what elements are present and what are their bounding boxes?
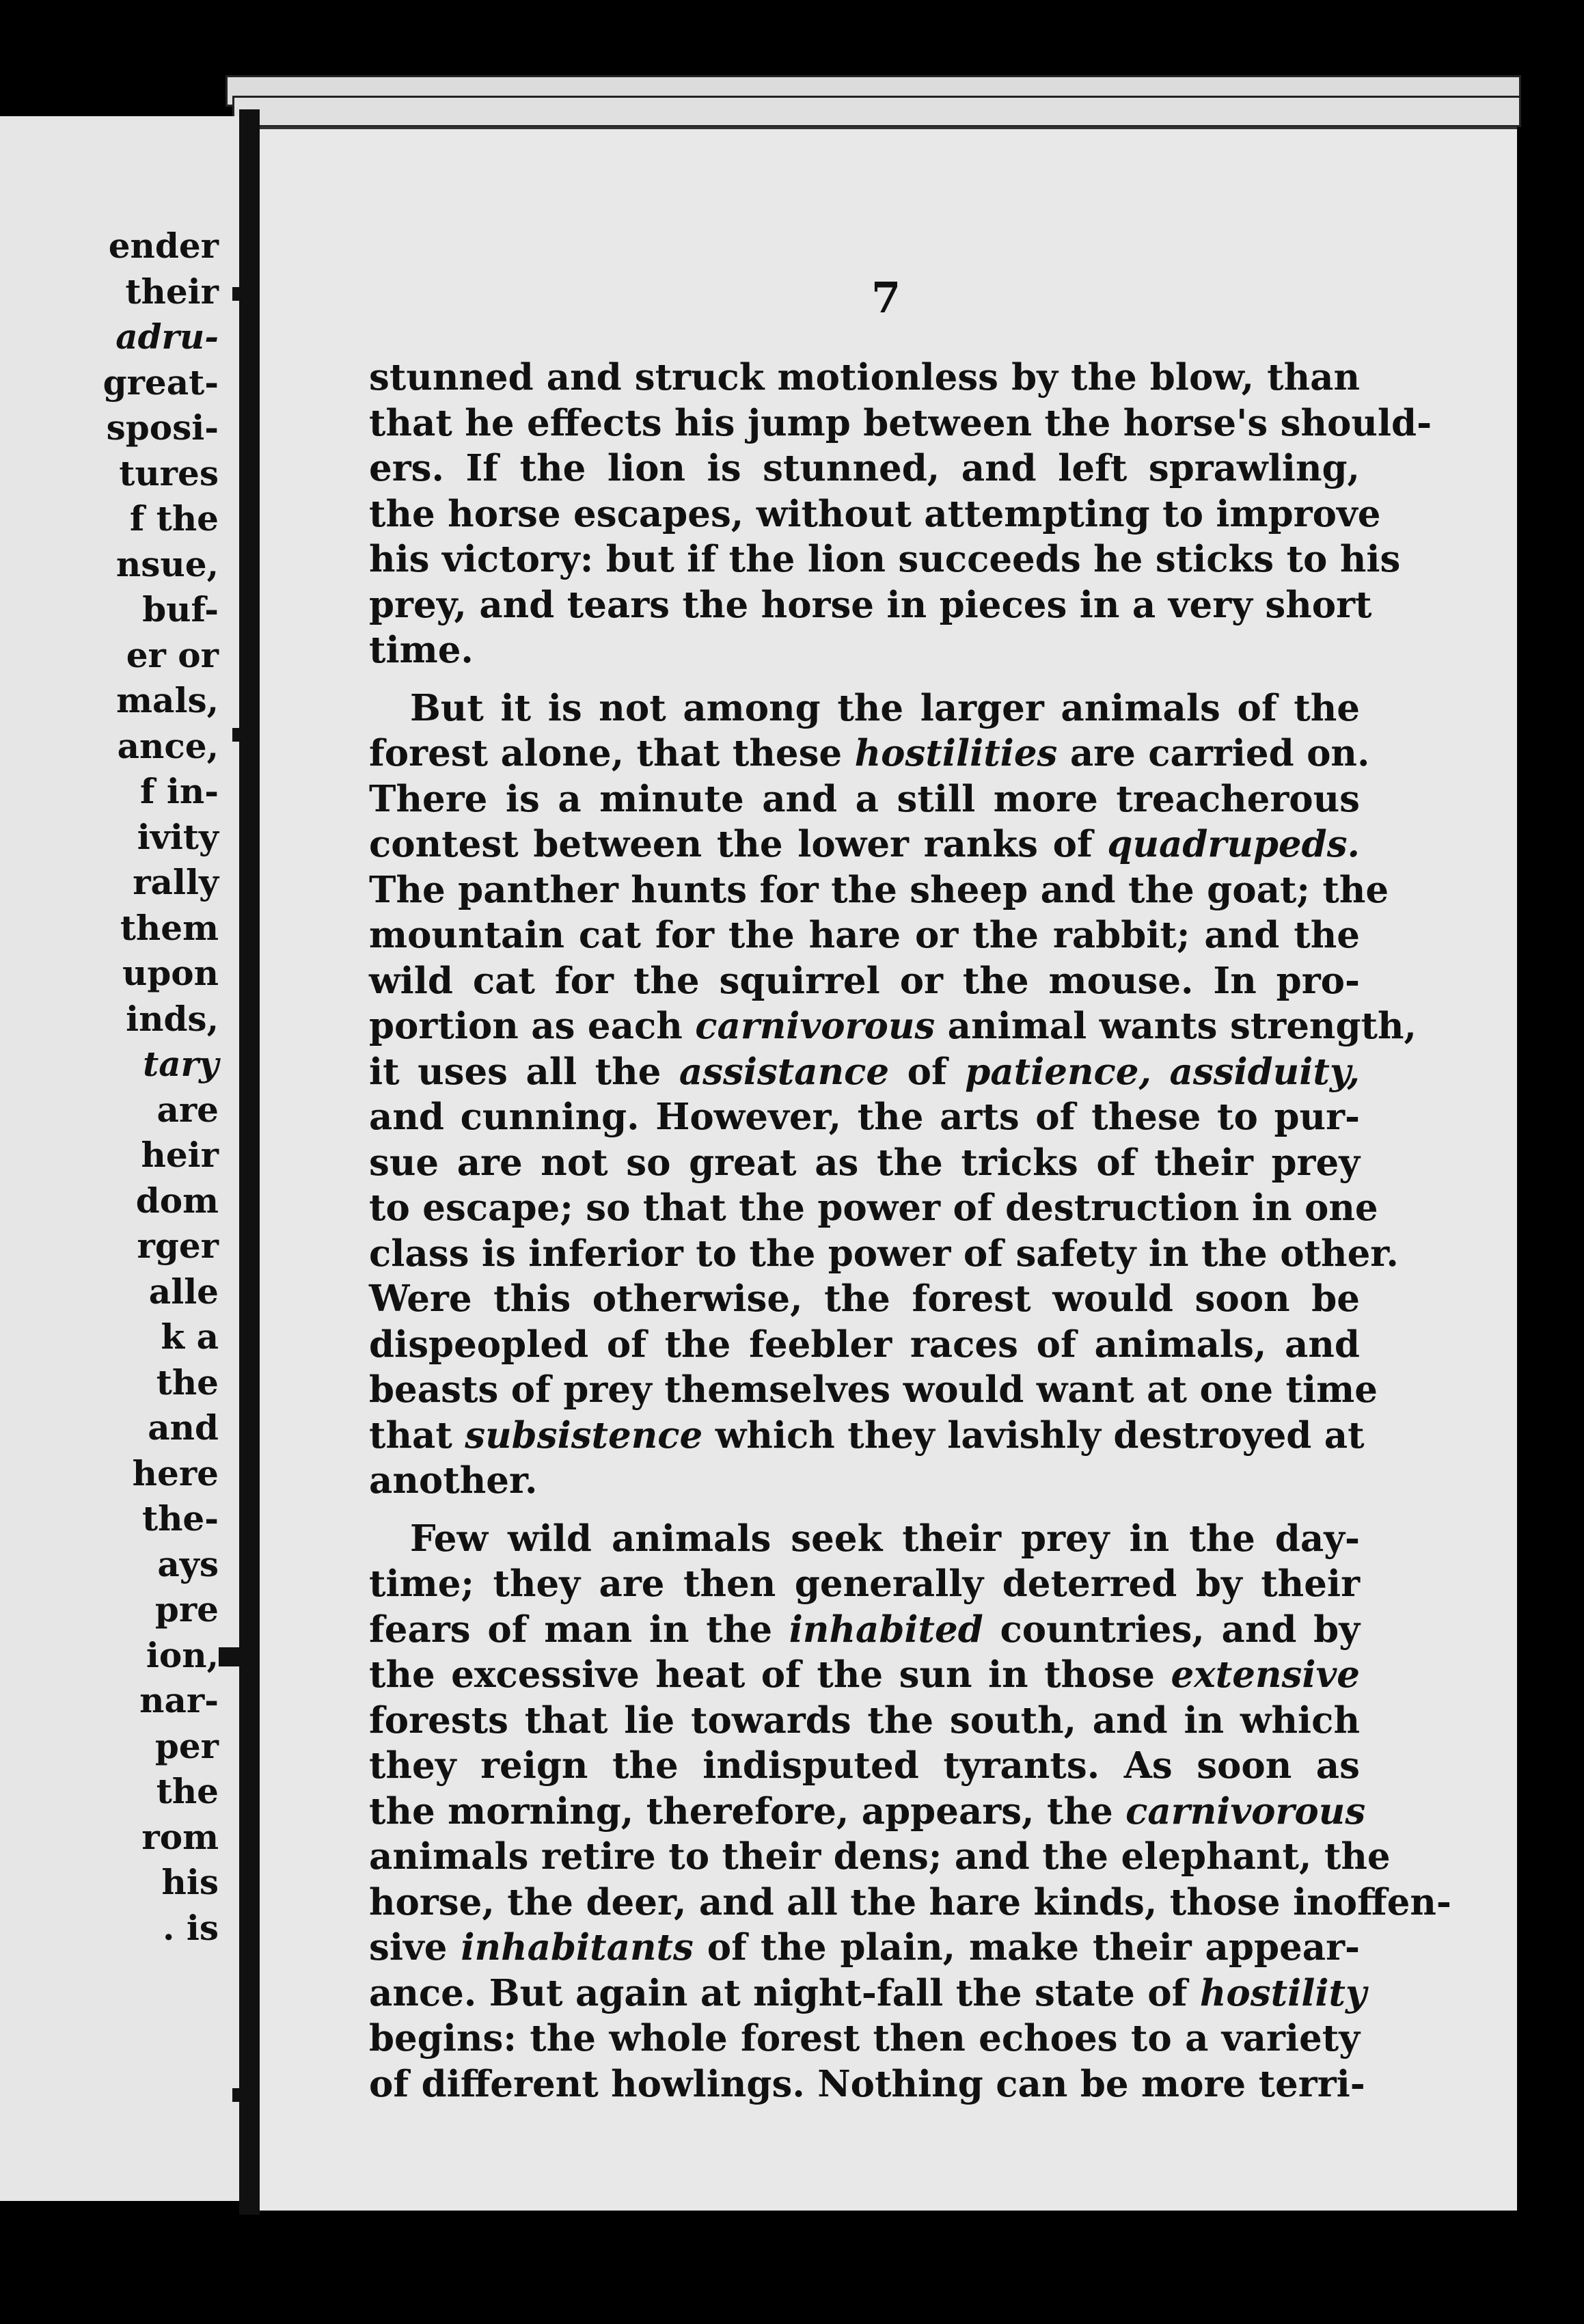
left-page-fragment: heir [141,1135,219,1175]
text-run: to escape; so that the power of destruction in one [369,1187,1378,1229]
left-page-fragment: ion, [146,1634,219,1675]
left-page-fragment: mals, [116,680,219,720]
text-line [369,1049,1360,1095]
text-line [369,1276,1360,1322]
text-run: sive [369,1926,461,1969]
text-line [369,401,1432,446]
text-line [369,627,1360,673]
text-run: that [369,1414,465,1457]
text-line [369,582,1372,628]
left-page-fragment: tary [143,1044,219,1084]
left-page-fragment: them [120,907,219,948]
italic-word: inhabitants [461,1926,694,1969]
text-run: There is a minute and a still more treacherous [369,777,1360,820]
left-page-fragment: rally [133,862,219,902]
text-line [369,1561,1360,1607]
text-line [369,1971,1367,2016]
left-page-fragment: adru- [115,316,219,357]
binding-stitch [232,2088,260,2102]
text-run: beasts of prey themselves would want at one time [369,1368,1378,1411]
text-run: begins: the whole forest then echoes to a variety [369,2017,1360,2059]
binding-stitch [232,287,260,301]
left-page-fragment: nar- [139,1680,219,1720]
text-line [369,686,1360,731]
text-run: mountain cat for the hare or the rabbit; and the [369,914,1360,956]
italic-word: quadrupeds. [1107,823,1360,865]
text-run: his victory: but if the lion succeeds he sticks to his [369,538,1401,580]
text-run: it uses all the [369,1050,679,1093]
text-run: and cunning. However, the arts of these to pur- [369,1096,1360,1138]
text-line [369,537,1401,582]
text-line [369,867,1389,913]
text-line [369,776,1360,822]
left-page-fragment: f the [129,498,219,539]
left-page-fragment: per [154,1725,219,1766]
left-page-fragment: . is [163,1907,219,1948]
text-line [369,1322,1360,1368]
text-line [369,1789,1366,1835]
text-run: portion as each [369,1005,696,1047]
text-line [369,822,1360,867]
text-line [369,1925,1360,1971]
left-page-fragment: rger [137,1226,219,1266]
book-spine [239,109,260,2215]
left-page-fragment: ivity [137,816,219,857]
text-line [369,446,1360,491]
text-run: that he effects his jump between the horse's should- [369,401,1432,444]
left-facing-page [0,116,243,2201]
left-page-fragment: buf- [142,589,219,630]
text-line [369,1185,1378,1231]
text-run: of [889,1050,966,1093]
left-page-fragment: the [156,1771,219,1811]
text-run: prey, and tears the horse in pieces in a very short [369,583,1372,626]
text-run: of the plain, make their appear- [693,1926,1360,1969]
paragraph-gap [369,1504,1360,1516]
left-page-fragment: upon [122,953,219,993]
paragraph-gap [369,673,1360,686]
page-number: 7 [871,273,901,323]
text-line [369,1834,1391,1880]
text-run: they reign the indisputed tyrants. As soon as [369,1744,1360,1787]
text-run: But it is not among the larger animals of the [410,686,1360,729]
text-line [369,1413,1365,1459]
text-line [369,355,1360,401]
paragraph [369,1516,1451,2107]
text-run: Few wild animals seek their prey in the day- [410,1517,1360,1560]
text-line [369,1652,1360,1698]
binding-stitch [219,1647,260,1666]
text-run: contest between the lower ranks of [369,823,1108,865]
text-run: countries, and by [983,1608,1360,1651]
text-run: are carried on. [1057,732,1370,774]
left-page-fragment: f in- [139,771,219,811]
text-run: another. [369,1459,538,1502]
text-line [369,1743,1360,1789]
text-run: fears of man in the [369,1608,789,1651]
text-line [369,1880,1451,1926]
left-page-fragment: the [156,1362,219,1403]
text-line [369,2016,1360,2062]
text-line [369,1458,1360,1504]
left-page-fragment: dom [135,1180,219,1221]
text-run: horse, the deer, and all the hare kinds, those inoffen- [369,1880,1451,1923]
right-page [260,126,1517,2211]
left-page-fragment: inds, [126,998,219,1039]
paragraph [369,686,1417,1504]
left-page-fragment: here [132,1452,219,1494]
italic-word: patience, assiduity, [965,1050,1360,1093]
left-page-fragment: rom [141,1816,219,1857]
italic-word: hostility [1199,1971,1367,2014]
left-page-fragment: nsue, [115,543,219,584]
text-line [369,1094,1360,1140]
text-run: time. [369,629,474,671]
text-line [369,491,1381,537]
text-run: which they lavishly destroyed at [702,1414,1365,1457]
left-page-fragment: are [156,1089,219,1130]
left-page-fragment: and [148,1407,219,1448]
italic-word: inhabited [789,1608,983,1651]
text-run: of different howlings. Nothing can be more terri- [369,2062,1365,2105]
left-page-fragment: ays [157,1543,219,1584]
left-page-fragment: er or [126,634,219,675]
text-run: dispeopled of the feebler races of animals, and [369,1323,1360,1366]
italic-word: subsistence [465,1414,703,1457]
page-stack-edge [232,96,1521,127]
left-page-fragment: their [125,271,219,312]
text-line [369,731,1370,776]
italic-word: hostilities [854,732,1058,774]
text-run: forests that lie towards the south, and in which [369,1699,1360,1742]
text-line [369,1003,1417,1049]
text-run: the horse escapes, without attempting to improve [369,492,1381,535]
text-run: Were this otherwise, the forest would soon be [369,1278,1360,1320]
text-line [369,1140,1360,1186]
text-run: stunned and struck motionless by the blow, than [369,356,1360,398]
text-line [369,2062,1365,2107]
left-page-fragment: the- [141,1498,219,1539]
text-line [369,1607,1360,1653]
left-page-fragment: tures [119,452,219,494]
text-line [369,1367,1378,1413]
text-run: the morning, therefore, appears, the [369,1789,1126,1833]
text-run: sue are not so great as the tricks of their prey [369,1141,1360,1184]
text-run: forest alone, that these [369,732,855,774]
text-line [369,958,1360,1004]
text-run: The panther hunts for the sheep and the goat; the [369,868,1389,911]
text-line [369,1698,1360,1744]
body-text [369,355,1451,2107]
text-line [369,1516,1360,1562]
paragraph [369,355,1432,673]
italic-word: assistance [679,1050,890,1093]
left-page-fragment: k a [161,1316,219,1357]
binding-stitch [232,728,260,742]
left-page-fragment: his [161,1862,219,1902]
italic-word: carnivorous [1125,1789,1366,1833]
left-page-fragment: great- [103,362,219,403]
text-run: animal wants strength, [935,1005,1417,1047]
italic-word: extensive [1171,1653,1360,1696]
left-page-fragment: pre [154,1589,219,1630]
left-page-fragment: sposi- [106,407,219,448]
left-page-fragment: ender [108,226,219,266]
left-page-fragment: alle [148,1271,219,1312]
text-line [369,1231,1399,1277]
italic-word: carnivorous [695,1005,936,1047]
text-run: the excessive heat of the sun in those [369,1653,1171,1696]
text-run: class is inferior to the power of safety in the other. [369,1232,1399,1275]
left-page-fragment: ance, [117,725,219,766]
text-run: time; they are then generally deterred by their [369,1563,1360,1605]
text-run: ance. But again at night-fall the state of [369,1971,1200,2014]
text-run: animals retire to their dens; and the elephant, the [369,1835,1391,1878]
text-run: ers. If the lion is stunned, and left sprawling, [369,447,1360,489]
text-line [369,913,1360,958]
text-run: wild cat for the squirrel or the mouse. In pro- [369,959,1360,1002]
